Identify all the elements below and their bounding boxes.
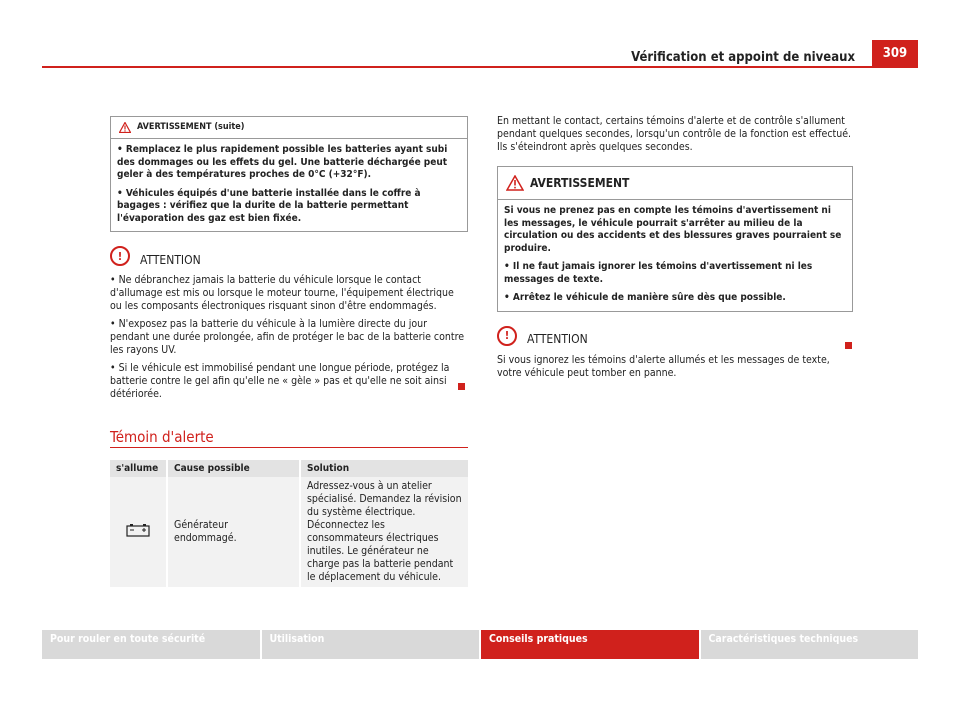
end-mark (458, 383, 465, 390)
attention-text: Si vous ignorez les témoins d'alerte allumés et les messages de texte, votre véhicule peut tomber en panne. (497, 353, 830, 379)
warning-item: • Il ne faut jamais ignorer les témoins d'avertissement ni les messages de texte. (504, 261, 846, 286)
section-rule (110, 447, 468, 448)
warning-triangle-icon (506, 175, 524, 191)
warning-box (497, 166, 853, 312)
footer-nav (42, 630, 918, 659)
attention-title: ATTENTION (527, 332, 588, 346)
table-row (110, 477, 468, 587)
attention-icon: ! (497, 326, 517, 346)
right-column (497, 115, 853, 380)
section-title: Témoin d'alerte (110, 428, 214, 446)
end-mark (845, 342, 852, 349)
warning-header (498, 167, 852, 200)
warning-continued-body (111, 139, 467, 231)
footer-tab-usage[interactable]: Utilisation (262, 630, 480, 659)
battery-warning-icon (126, 523, 150, 537)
warning-body (498, 200, 852, 311)
attention-header (110, 250, 468, 270)
left-column (110, 116, 468, 406)
header-rule (42, 66, 918, 68)
footer-tab-safety[interactable]: Pour rouler en toute sécurité (42, 630, 260, 659)
warning-item: • Arrêtez le véhicule de manière sûre dès que possible. (504, 292, 846, 305)
attention-item: • N'exposez pas la batterie du véhicule à la lumière directe du jour pendant une durée prolongée, afin de protéger le bac de la batterie contre les rayons UV. (110, 318, 468, 357)
footer-tab-practical-tips[interactable]: Conseils pratiques (481, 630, 699, 659)
table-header-cell: Solution (300, 460, 468, 477)
intro-paragraph: En mettant le contact, certains témoins d'alerte et de contrôle s'allument pendant quelques secondes, lorsqu'un contrôle de la fonction est effectué. Ils s'éteindront après quelques secondes. (497, 115, 852, 153)
warning-triangle-icon (119, 122, 131, 133)
attention-item-last: • Si le véhicule est immobilisé pendant une longue période, protégez la batterie contre le gel afin qu'elle ne « gèle » pas et qu'elle ne soit ainsi détériorée. (110, 362, 468, 401)
attention-item: • Ne débranchez jamais la batterie du véhicule lorsque le contact d'allumage est mis ou lorsque le moteur tourne, l'équipement électrique ou les composants électroniques risquant sinon d'être endommagés. (110, 274, 468, 313)
page-header-title: Vérification et appoint de niveaux (631, 50, 855, 65)
attention-body (110, 274, 468, 401)
attention-title: ATTENTION (140, 252, 201, 267)
table-cell-icon (110, 477, 167, 587)
warning-continued-box (110, 116, 468, 232)
table-header-cell: s'allume (110, 460, 167, 477)
footer-tab-technical[interactable]: Caractéristiques techniques (701, 630, 919, 659)
table-header-cell: Cause possible (167, 460, 300, 477)
table-header-row (110, 460, 468, 477)
page-number: 309 (872, 40, 918, 66)
table-cell-cause: Générateur endommagé. (167, 477, 300, 587)
solution-table (110, 460, 468, 587)
warning-continued-header (111, 117, 467, 139)
warning-item: • Véhicules équipés d'une batterie installée dans le coffre à bagages : vérifiez que la durite de la batterie permettant l'évaporation des gaz est bien fixée. (117, 188, 461, 226)
warning-continued-title: AVERTISSEMENT (suite) (137, 122, 245, 132)
table-cell-solution: Adressez-vous à un atelier spécialisé. Demandez la révision du système électrique. Déconnectez les consommateurs électriques inutiles. Le générateur ne charge pas la batterie pendant le déplacement du véhicule. (300, 477, 468, 587)
warning-title: AVERTISSEMENT (530, 175, 630, 190)
warning-item: • Remplacez le plus rapidement possible les batteries ayant subi des dommages ou les effets du gel. Une batterie déchargée peut geler à des températures proches de 0°C (+32°F). (117, 144, 461, 182)
attention-icon: ! (110, 246, 130, 266)
warning-paragraph: Si vous ne prenez pas en compte les témoins d'avertissement ni les messages, le véhicule pourrait s'arrêter au milieu de la circulation ou des accidents et des blessures graves pourraient se produire. (504, 205, 842, 254)
attention-header (497, 330, 853, 350)
